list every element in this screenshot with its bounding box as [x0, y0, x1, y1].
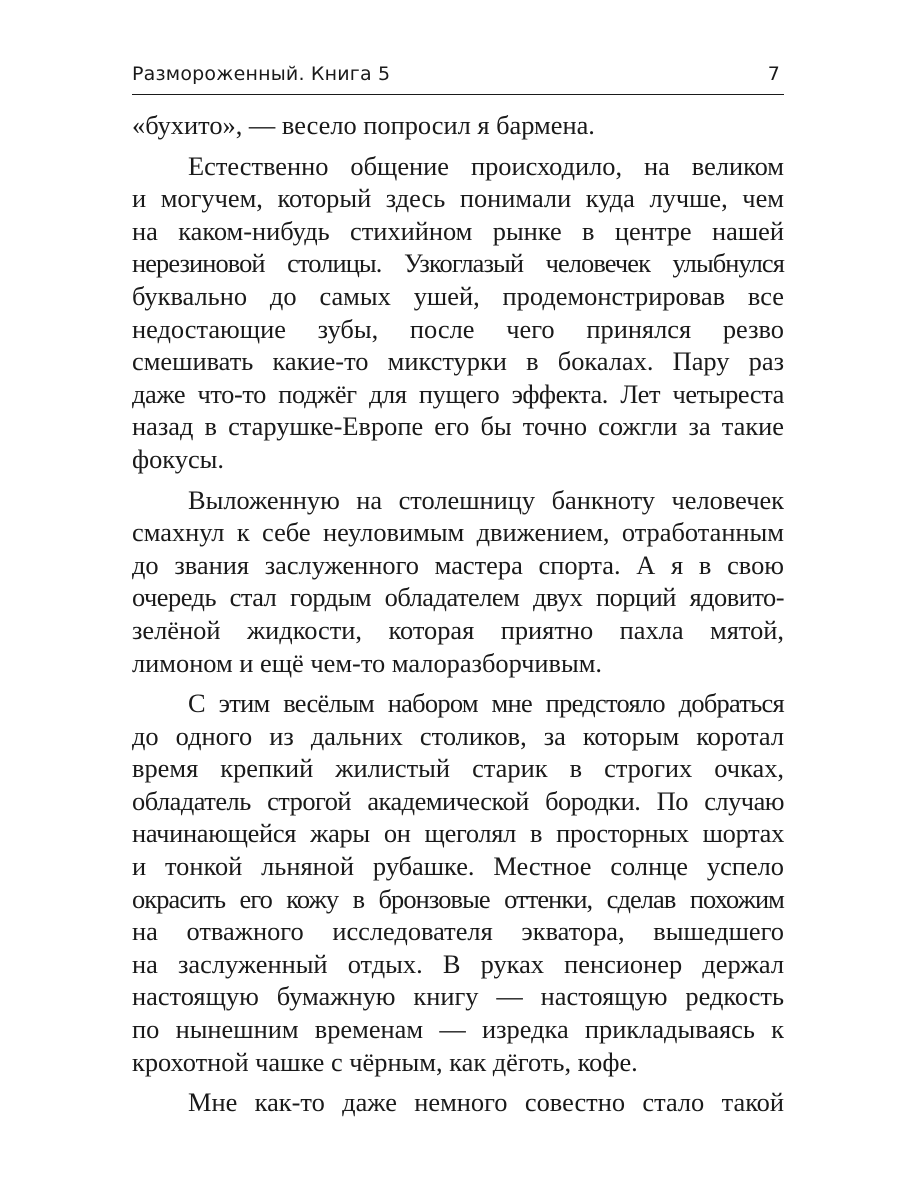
text-line: С этим весёлым набором мне предстояло добраться	[188, 688, 784, 719]
book-title: Размороженный. Книга 5	[132, 63, 391, 85]
text-line: буквально до самых ушей, продемонстрировав все	[132, 280, 784, 311]
text-line: на заслуженный отдых. В руках пенсионер держал	[132, 948, 784, 979]
text-line: и могучем, который здесь понимали куда лучше, чем	[132, 183, 784, 214]
text-line: зелёной жидкости, которая приятно пахла мятой,	[132, 614, 784, 645]
text-line: до одного из дальних столиков, за которым коротал	[132, 720, 784, 751]
page-number: 7	[767, 63, 780, 85]
paragraph	[132, 109, 784, 142]
text-line: нерезиновой столицы. Узкоглазый человечек улыбнулся	[132, 248, 784, 279]
paragraph	[132, 1086, 784, 1119]
text-line: «бухито», — весело попросил я бармена.	[132, 110, 595, 140]
text-line: настоящую бумажную книгу — настоящую редкость	[132, 981, 784, 1012]
text-line: Мне как-то даже немного совестно стало такой	[188, 1087, 784, 1118]
text-line: Выложенную на столешницу банкноту человечек	[188, 484, 784, 515]
text-line: смешивать какие-то микстурки в бокалах. Пару раз	[132, 346, 784, 377]
text-line: по нынешним временам — изредка прикладываясь к	[132, 1014, 784, 1045]
running-header	[132, 60, 784, 95]
text-line: окрасить его кожу в бронзовые оттенки, сделав похожим	[132, 883, 784, 914]
text-line: фокусы.	[132, 443, 224, 474]
text-line: начинающейся жары он щеголял в просторных шортах	[132, 818, 784, 849]
text-line: недостающие зубы, после чего принялся резво	[132, 313, 784, 344]
paragraph	[132, 150, 784, 476]
text-line: обладатель строгой академической бородки. По случаю	[132, 785, 784, 816]
text-line: крохотной чашке с чёрным, как дёготь, кофе.	[132, 1046, 638, 1077]
text-line: до звания заслуженного мастера спорта. А я в свою	[132, 549, 784, 580]
paragraph	[132, 687, 784, 1078]
text-line: Естественно общение происходило, на великом	[188, 150, 784, 181]
text-line: на каком-нибудь стихийном рынке в центре нашей	[132, 215, 784, 246]
text-line: смахнул к себе неуловимым движением, отработанным	[132, 517, 784, 548]
text-line: на отважного исследователя экватора, вышедшего	[132, 916, 784, 947]
book-page	[132, 60, 784, 1119]
text-line: назад в старушке-Европе его бы точно сожгли за такие	[132, 411, 784, 442]
text-line: время крепкий жилистый старик в строгих очках,	[132, 753, 784, 784]
body-text	[132, 109, 784, 1119]
text-line: и тонкой льняной рубашке. Местное солнце успело	[132, 851, 784, 882]
paragraph	[132, 484, 784, 680]
text-line: лимоном и ещё чем-то малоразборчивым.	[132, 647, 603, 678]
text-line: очередь стал гордым обладателем двух порций ядовито-	[132, 582, 784, 613]
text-line: даже что-то поджёг для пущего эффекта. Лет четыреста	[132, 378, 784, 409]
